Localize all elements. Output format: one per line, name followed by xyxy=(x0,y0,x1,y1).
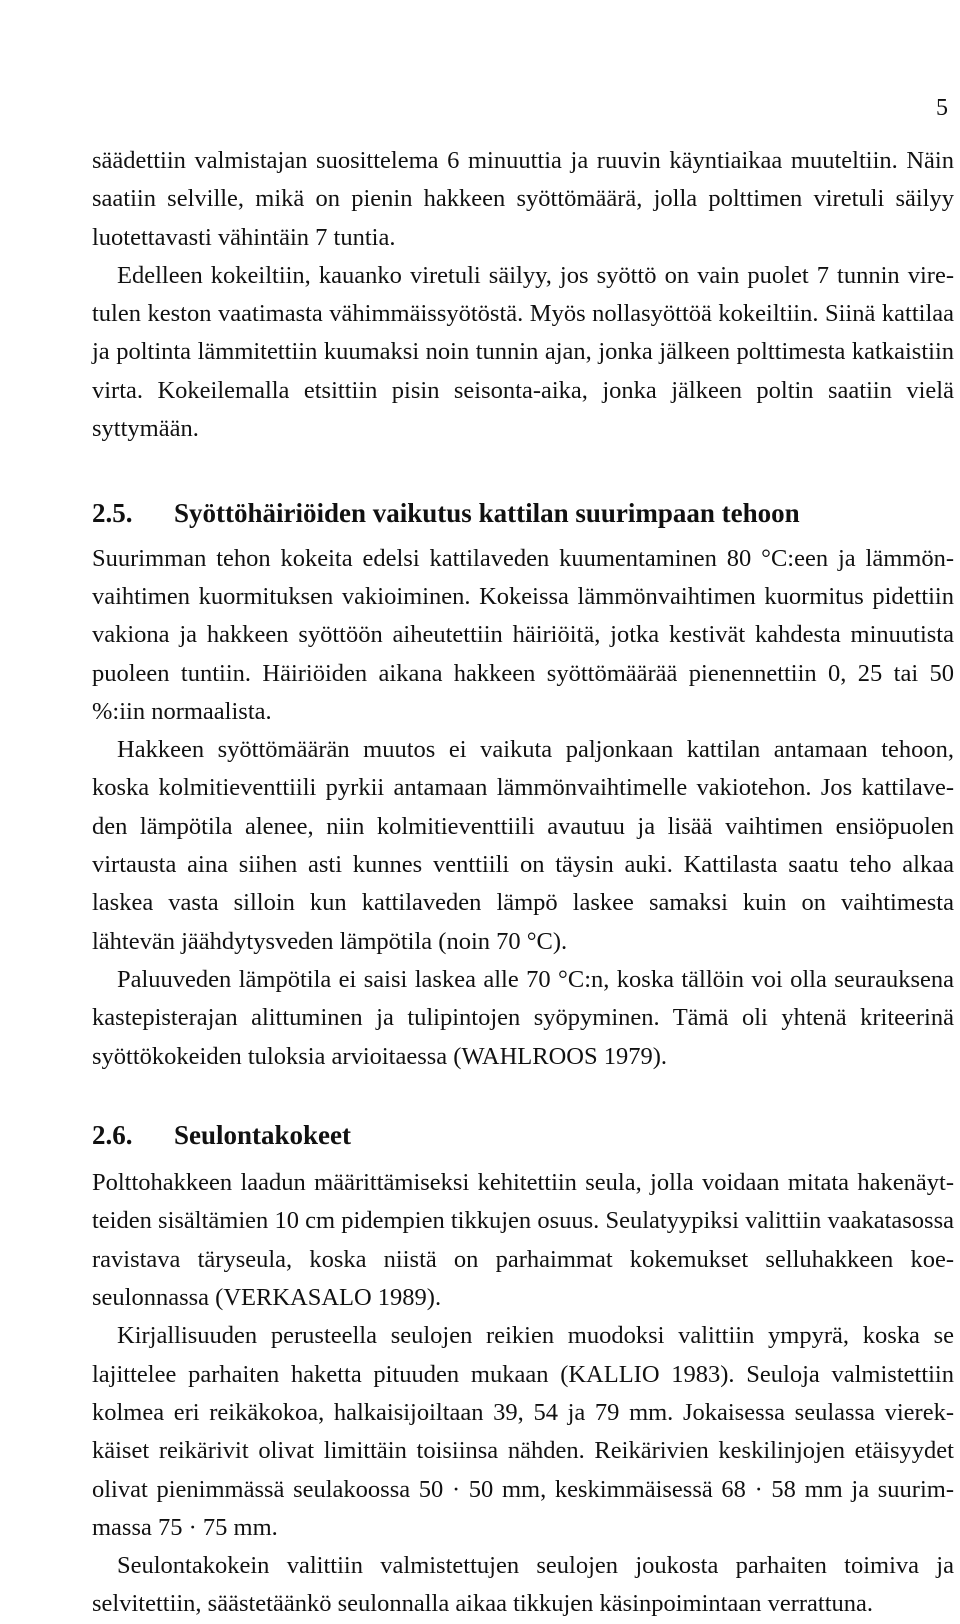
body-paragraph: säädettiin valmistajan suosittelema 6 minuuttia ja ruuvin käyntiaikaa muuteltiin. Näin saatiin selville, mikä on pienin hakkeen syöttömäärä, jolla polttimen viretuli säilyy luotettavasti vähintäin 7 tuntia. xyxy=(92,147,954,251)
body-paragraph: Kirjallisuuden perusteella seulojen reikien muodoksi valittiin ympyrä, koska se lajittelee parhaiten haketta pituuden mukaan (KALLIO 1983). Seuloja valmistettiin kolmea eri reikäkokoa, halkaisijoiltaan 39, 54 ja 79 mm. Jokaisessa seulassa vierekkäiset reikärivit olivat limittäin toisiinsa nähden. Reikärivien keskilinjojen etäisyydet olivat pienimmässä seulakoossa 50 · 50 mm, keskimmäisessä 68 · 58 mm ja suurimmassa 75 · 75 mm. xyxy=(92,1322,954,1541)
body-paragraph: Paluuveden lämpötila ei saisi laskea alle 70 °C:n, koska tällöin voi olla seurauksena kastepisterajan alittuminen ja tulipintojen syöpyminen. Tämä oli yhtenä kriteerinä syöttökokeiden tuloksia arvioitaessa (WAHLROOS 1979). xyxy=(92,965,954,1070)
section-heading-2-6 xyxy=(92,1116,954,1154)
section-heading-2-5 xyxy=(92,494,954,532)
body-paragraph: Suurimman tehon kokeita edelsi kattilaveden kuumentaminen 80 °C:een ja lämmönvaihtimen kuormituksen vakioiminen. Kokeissa lämmönvaihtimen kuormitus pidettiin vakiona ja hakkeen syöttöön aiheutettiin häiriöitä, jotka kestivät kahdesta minuutista puoleen tuntiin. Häiriöiden aikana hakkeen syöttömäärää pienennettiin 0, 25 tai 50 %:iin normaalista. xyxy=(92,544,954,725)
page-body xyxy=(92,142,954,1624)
body-paragraph: Seulontakokein valittiin valmistettujen seulojen joukosta parhaiten toimiva ja selvitettiin, säästetäänkö seulonnalla aikaa tikkujen käsinpoimintaan verrattuna. xyxy=(92,1552,954,1618)
section-number: 2.5. xyxy=(92,498,133,529)
body-paragraph: Edelleen kokeiltiin, kauanko viretuli säilyy, jos syöttö on vain puolet 7 tunnin viretulen keston vaatimasta vähimmäissyötöstä. Myös nollasyöttöä kokeiltiin. Siinä kattilaa ja poltinta lämmitettiin kuumaksi noin tunnin ajan, jonka jälkeen polttimesta katkaistiin virta. Kokeilemalla etsittiin pisin seisonta-aika, jonka jälkeen poltin saatiin vielä syttymään. xyxy=(92,261,954,443)
section-title: Syöttöhäiriöiden vaikutus kattilan suurimpaan tehoon xyxy=(174,498,800,529)
section-title: Seulontakokeet xyxy=(174,1119,352,1150)
body-paragraph: Hakkeen syöttömäärän muutos ei vaikuta paljonkaan kattilan antamaan tehoon, koska kolmitieventtiili pyrkii antamaan lämmönvaihtimelle vakiotehon. Jos kattilaveden lämpötila alenee, niin kolmitieventtiili avautuu ja lisää vaihtimen ensiöpuolen virtausta aina siihen asti kunnes venttiili on täysin auki. Kattilasta saatu teho alkaa laskea vasta silloin kun kattilaveden lämpö laskee samaksi kuin on vaihtimesta lähtevän jäähdytysveden lämpötila (noin 70 °C). xyxy=(92,736,954,955)
section-number: 2.6. xyxy=(92,1119,133,1150)
page-number: 5 xyxy=(936,95,948,121)
body-paragraph: Polttohakkeen laadun määrittämiseksi kehitettiin seula, jolla voidaan mitata hakenäytteiden sisältämien 10 cm pidempien tikkujen osuus. Seulatyypiksi valittiin vaakatasossa ravistava täryseula, koska niistä on parhaimmat kokemukset selluhakkeen koeseulonnassa (VERKASALO 1989). xyxy=(92,1169,954,1312)
